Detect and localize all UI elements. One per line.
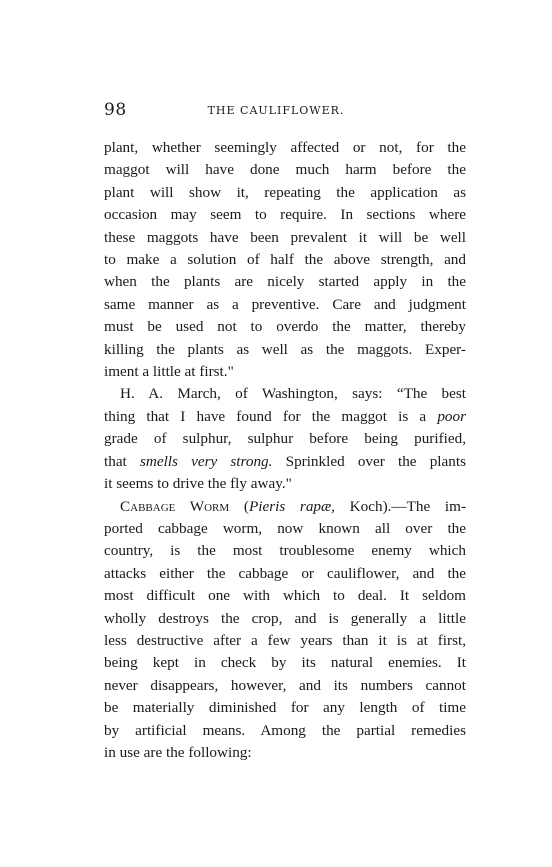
text-line: to make a solution of half the above strength, and bbox=[104, 251, 466, 269]
text-line: ported cabbage worm, now known all over the bbox=[104, 519, 466, 537]
text-line: most difficult one with which to deal. It seldom bbox=[104, 587, 466, 605]
text-segment: that bbox=[104, 452, 127, 470]
text-line bbox=[104, 451, 466, 473]
text-line: never disappears, however, and its numbers cannot bbox=[104, 676, 466, 694]
text-line: grade of sulphur, sulphur before being purified, bbox=[104, 430, 466, 448]
text-line: by artificial means. Among the partial remedies bbox=[104, 721, 466, 739]
species-name: Pieris rapæ, bbox=[248, 497, 335, 515]
text-line bbox=[104, 406, 466, 428]
text-line: plant will show it, repeating the application as bbox=[104, 183, 466, 201]
text-line: attacks either the cabbage or cauliflower, and the bbox=[104, 564, 466, 582]
text-segment: ( bbox=[229, 497, 249, 515]
text-line: same manner as a preventive. Care and judgment bbox=[104, 295, 466, 313]
text-segment: Koch).—The im- bbox=[334, 497, 467, 515]
text-line: iment a little at first." bbox=[104, 363, 234, 381]
text-line: H. A. March, of Washington, says: “The best bbox=[120, 385, 466, 403]
text-line: being kept in check by its natural enemies. It bbox=[104, 654, 466, 672]
text-segment: Sprinkled over the plants bbox=[272, 452, 466, 470]
text-line: occasion may seem to require. In sections where bbox=[104, 206, 466, 224]
text-line: must be used not to overdo the matter, thereby bbox=[104, 318, 466, 336]
text-line: it seems to drive the fly away." bbox=[104, 475, 292, 493]
body-text bbox=[104, 137, 466, 764]
text-line: country, is the most troublesome enemy which bbox=[104, 542, 466, 560]
text-line: maggot will have done much harm before the bbox=[104, 161, 466, 179]
text-line: killing the plants as well as the maggots. Exper- bbox=[104, 340, 466, 358]
emphasis: smells very strong. bbox=[139, 452, 273, 470]
text-line: less destructive after a few years than it is at first, bbox=[104, 631, 466, 649]
text-line: in use are the following: bbox=[104, 743, 252, 761]
page-number: 98 bbox=[104, 100, 127, 120]
text-line: wholly destroys the crop, and is generally a little bbox=[104, 609, 466, 627]
text-line: these maggots have been prevalent it will be well bbox=[104, 228, 466, 246]
text-line: plant, whether seemingly affected or not, for the bbox=[104, 139, 466, 156]
text-line: be materially diminished for any length of time bbox=[104, 699, 466, 717]
text-line: when the plants are nicely started apply in the bbox=[104, 273, 466, 291]
running-title: THE CAULIFLOWER. bbox=[207, 104, 345, 117]
text-segment: thing that I have found for the maggot is a bbox=[104, 407, 427, 425]
text-line bbox=[104, 496, 466, 518]
section-heading: Cabbage Worm bbox=[120, 497, 230, 515]
emphasis: poor bbox=[437, 407, 467, 425]
